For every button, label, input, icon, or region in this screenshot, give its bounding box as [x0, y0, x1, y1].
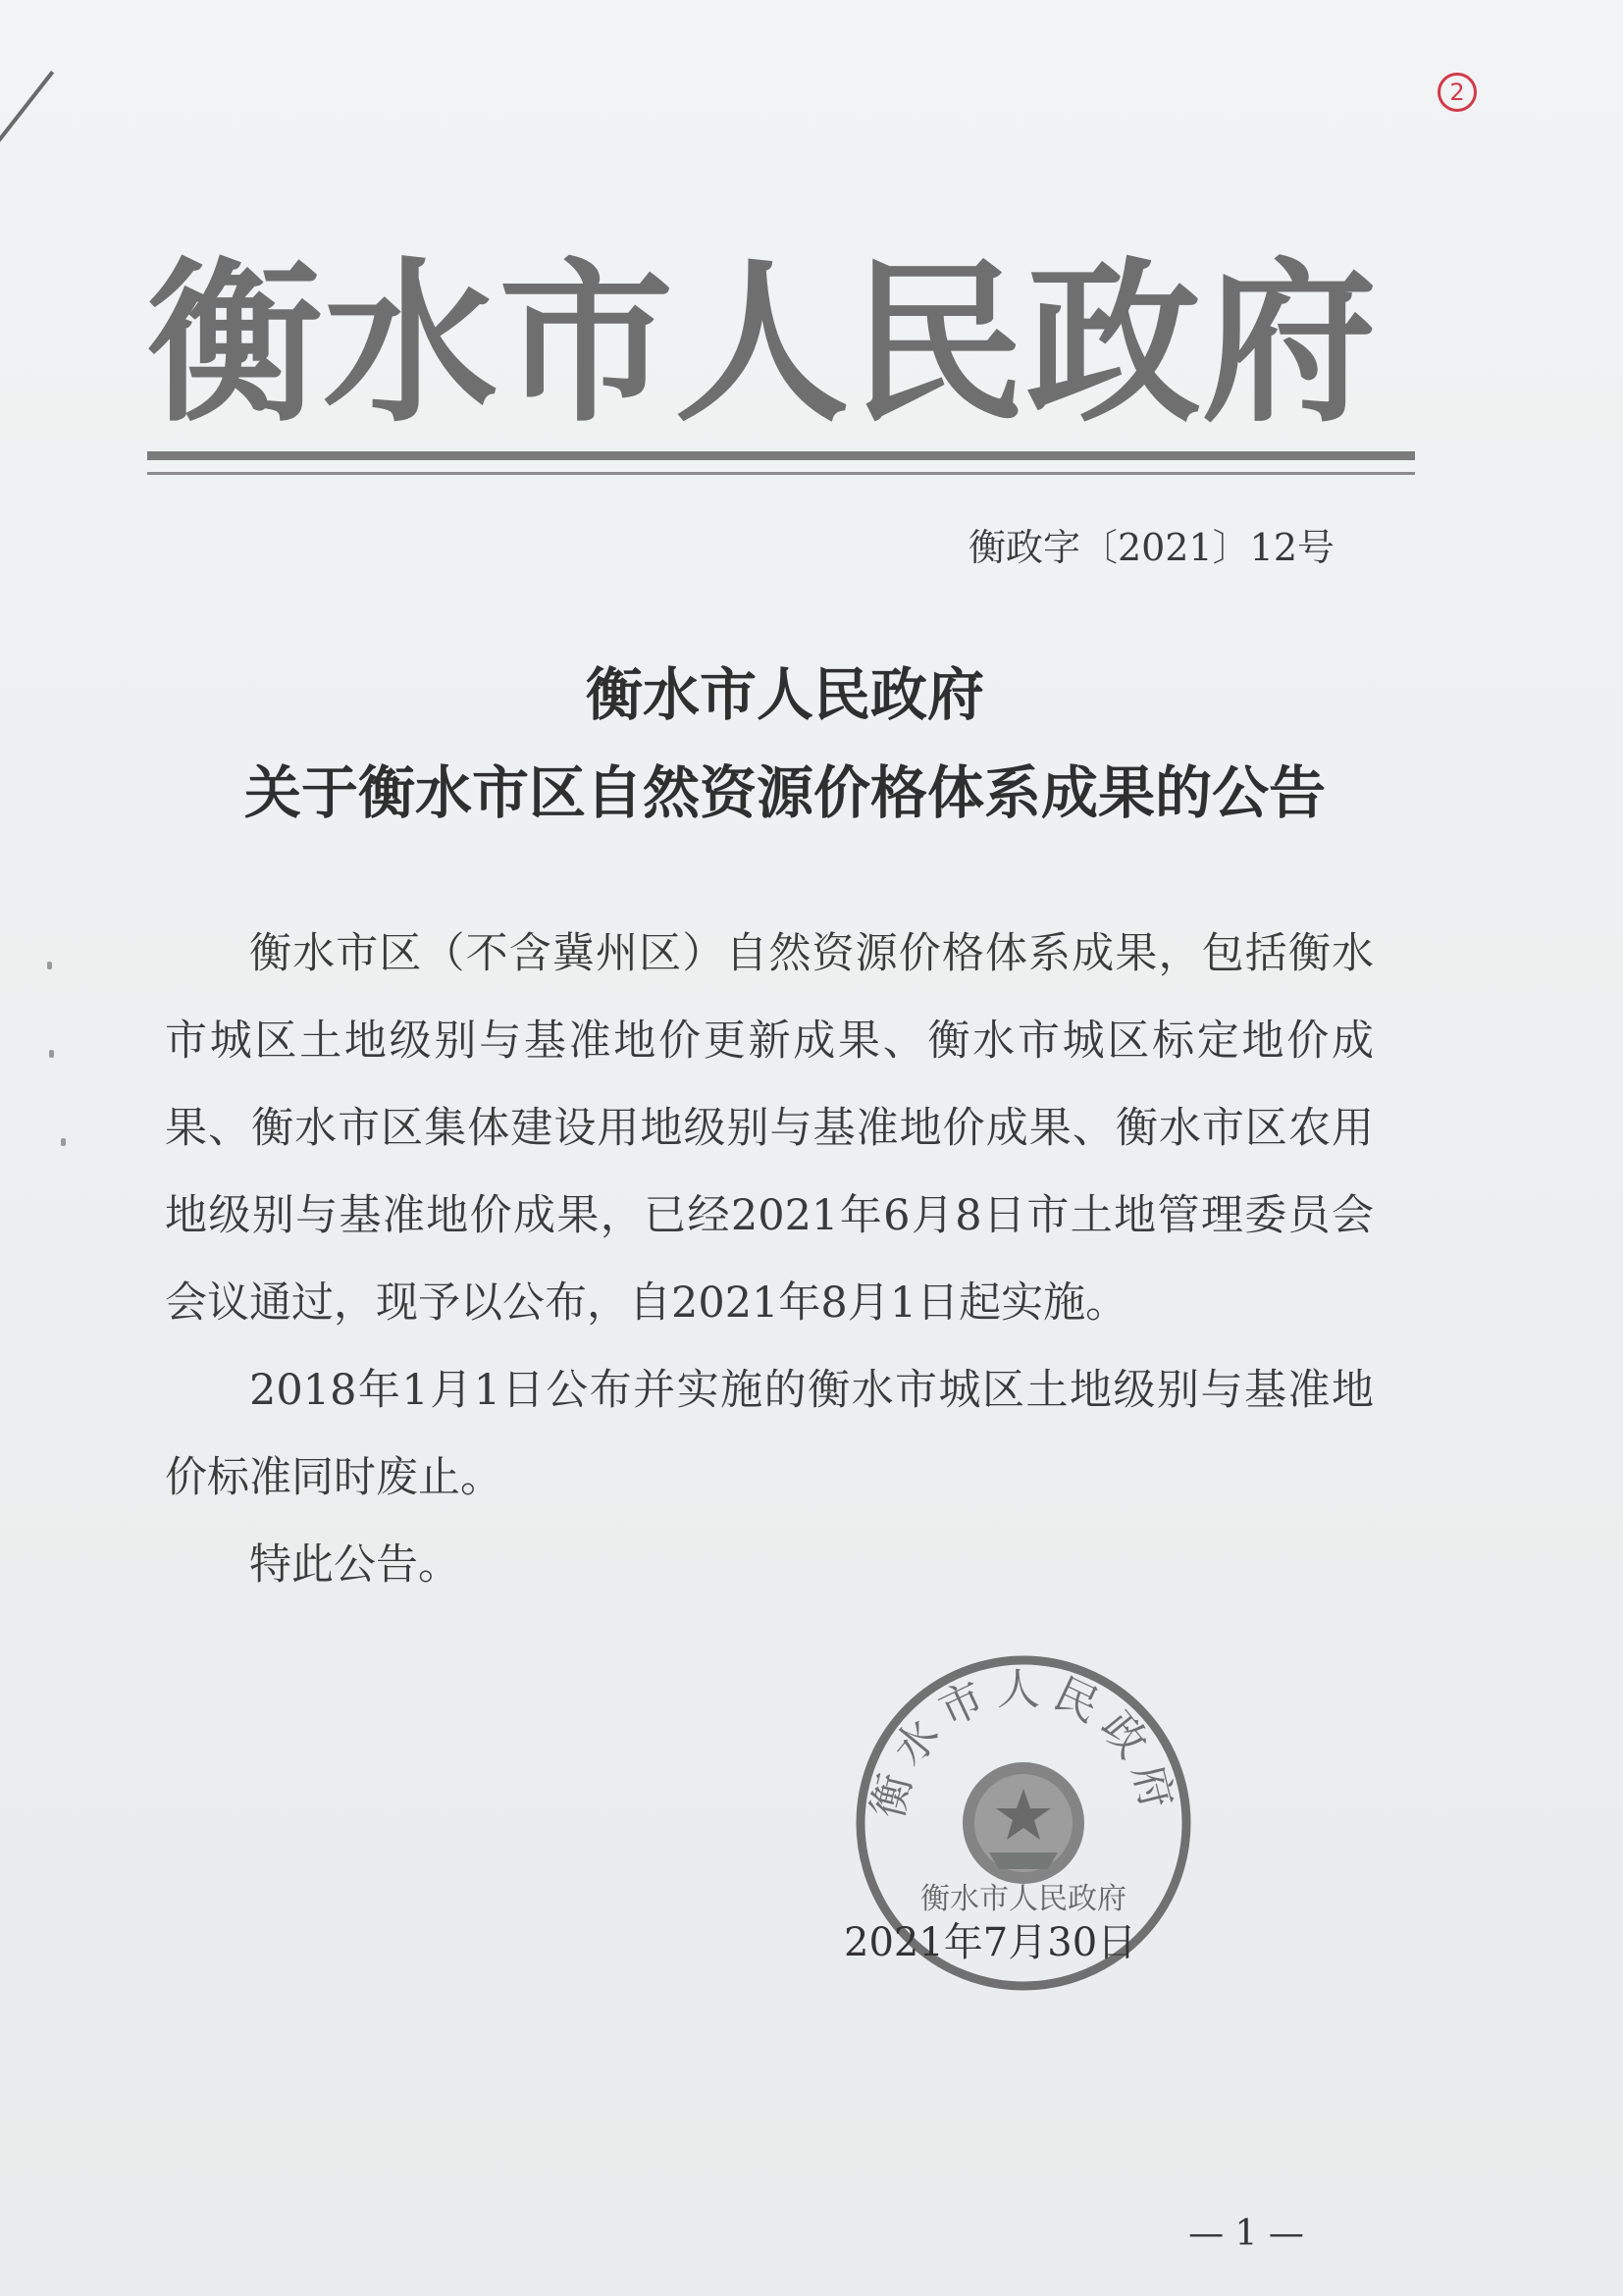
masthead-divider-thin [147, 472, 1415, 475]
scan-edge-speck [61, 1138, 66, 1146]
signature-date: 2021年7月30日 [844, 1920, 1137, 1965]
masthead-divider-thick [147, 451, 1415, 460]
page-number: — 1 — [1188, 2214, 1304, 2254]
handwritten-page-mark [1435, 73, 1480, 108]
scan-edge-speck [47, 962, 52, 969]
masthead-char: 府 [1201, 240, 1377, 445]
masthead-char: 民 [850, 240, 1025, 445]
document-number: 衡政字〔2021〕12号 [968, 526, 1335, 569]
body-paragraph: 衡水市区（不含冀州区）自然资源价格体系成果，包括衡水市城区土地级别与基准地价更新成果、衡水市城区标定地价成果、衡水市区集体建设用地级别与基准地价成果、衡水市区农用地级别与基准地价成果，已经2021年6月8日市土地管理委员会会议通过，现予以公布，自2021年8月1日起实施。 [165, 929, 1374, 1328]
national-emblem-icon [963, 1762, 1084, 1884]
body-paragraph: 2018年1月1日公布并实施的衡水市城区土地级别与基准地价标准同时废止。 [165, 1366, 1374, 1502]
masthead-char: 人 [674, 240, 850, 445]
body-paragraph: 特此公告。 [249, 1540, 460, 1590]
seal-ring-text: 衡水市人民政府 [863, 1664, 1184, 1824]
document-title-line2: 关于衡水市区自然资源价格体系成果的公告 [243, 759, 1326, 826]
scan-pen-mark [0, 71, 54, 142]
page-mark-circle: 2 [1438, 73, 1477, 112]
masthead [147, 240, 1377, 446]
document-title-line1: 衡水市人民政府 [585, 661, 984, 728]
seal-inner-text: 衡水市人民政府 [920, 1882, 1126, 1916]
masthead-char: 市 [498, 240, 674, 445]
masthead-char: 衡 [147, 240, 322, 445]
document-body [165, 911, 1374, 1609]
masthead-char: 政 [1025, 240, 1201, 445]
masthead-char: 水 [323, 240, 498, 445]
scan-edge-speck [49, 1050, 54, 1058]
